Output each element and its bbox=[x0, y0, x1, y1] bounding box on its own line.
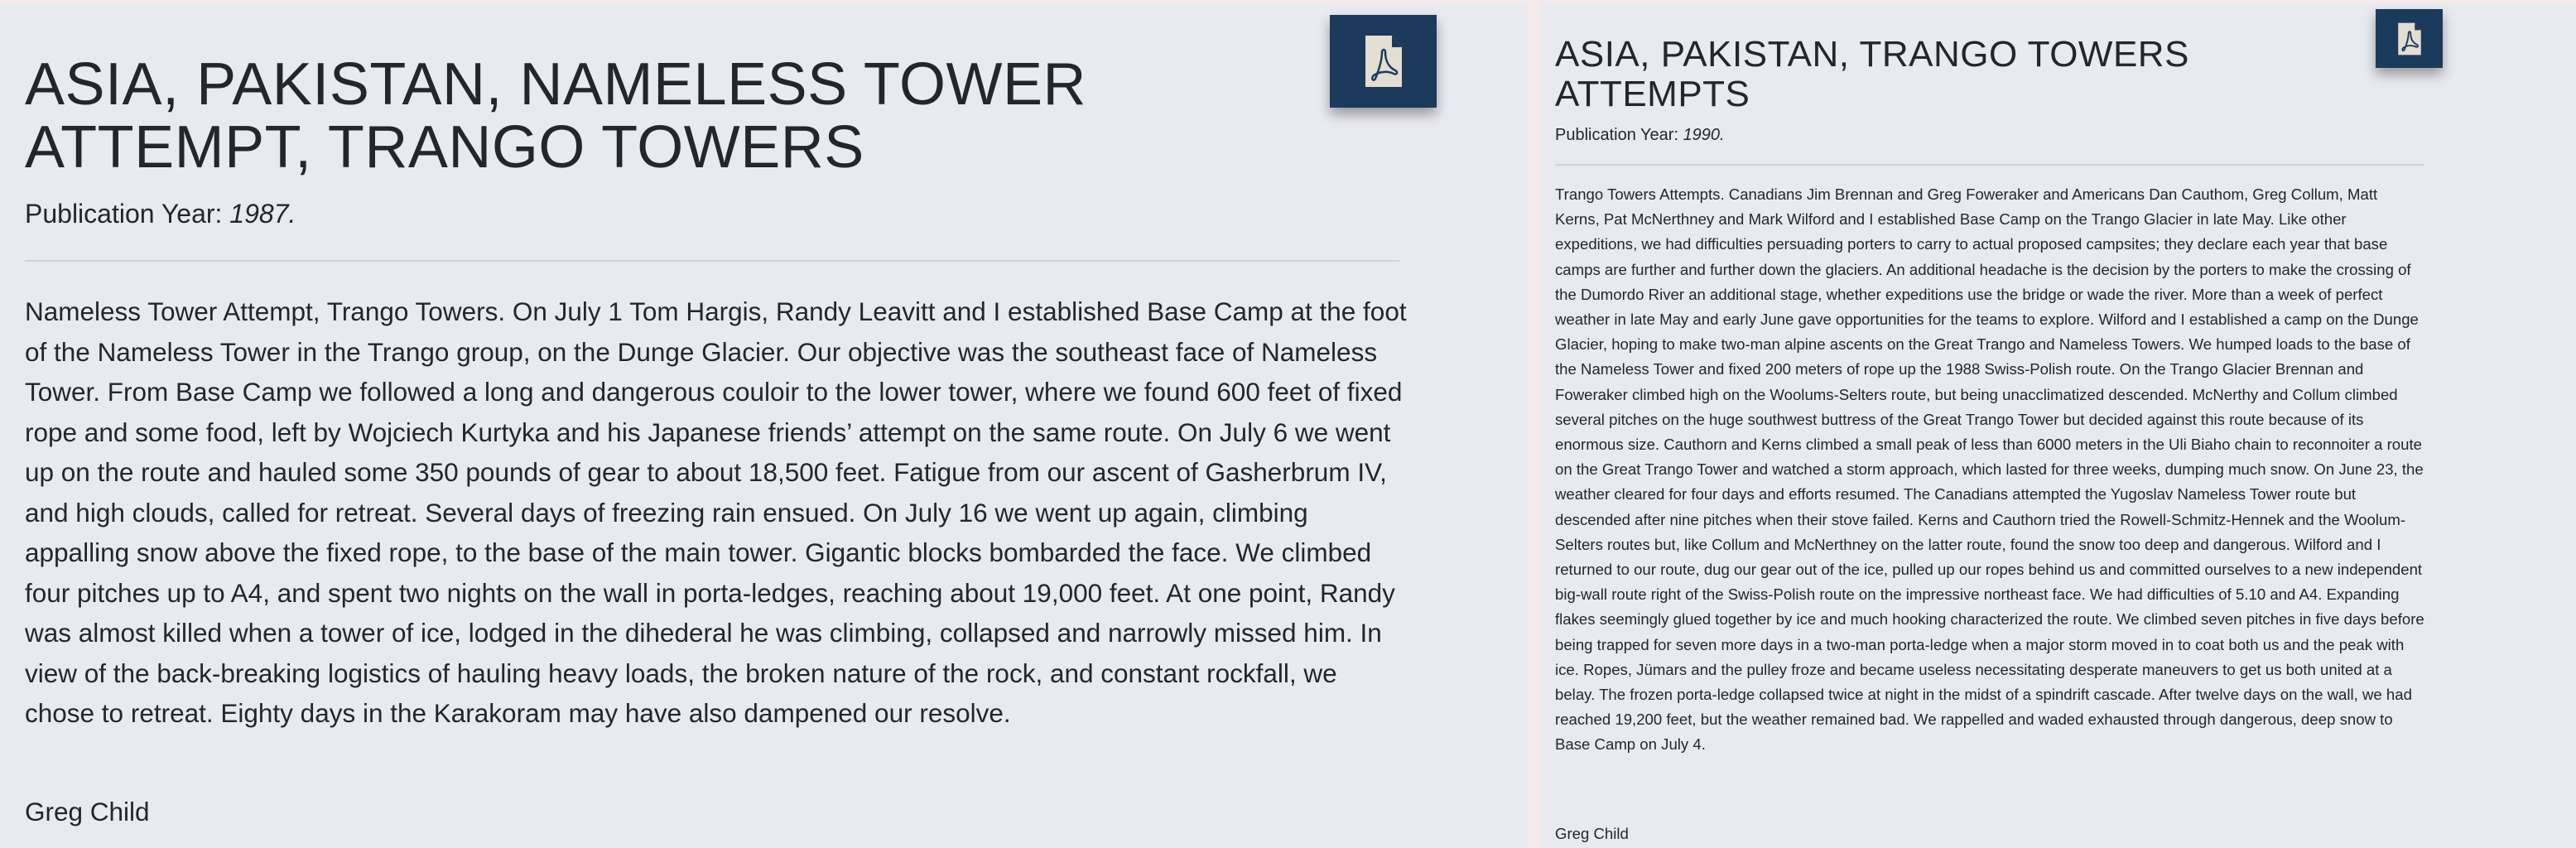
article-author: Greg Child bbox=[25, 797, 150, 826]
article-body: Trango Towers Attempts. Canadians Jim Brennan and Greg Foweraker and Americans Dan Cauthom, Greg Collum, Matt Kerns, Pat McNerthney and Mark Wilford and I established Base Camp on the Trango Glacier in late May. Like other expeditions, we had difficulties persuading porters to carry to actual proposed campsites; they declare each year that base camps are further and further down the glaciers. An additional headache is the decision by the porters to make the crossing of the Dumordo River an additional stage, whether expeditions use the bridge or wade the river. More than a week of perfect weather in late May and early June gave opportunities for the teams to explore. Wilford and I established a camp on the Dunge Glacier, hoping to make two-man alpine ascents on the Great Trango and Nameless Towers. We humped loads to the base of the Nameless Tower and fixed 200 meters of rope up the 1988 Swiss-Polish route. On the Trango Glacier Brennan and Foweraker climbed high on the Woolums-Selters route, but being unacclimatized descended. McNerthy and Collum climbed several pitches on the huge southwest buttress of the Great Trango Tower but decided against this route because of its enormous size. Cauthorn and Kerns climbed a small peak of less than 6000 meters in the Uli Biaho chain to reconnoiter a route on the Great Trango Tower and watched a storm approach, which lasted for three weeks, dumping much snow. On June 23, the weather cleared for four days and efforts resumed. The Canadians attempted the Yugoslav Nameless Tower route but descended after nine pitches when their stove failed. Kerns and Cauthorn tried the Rowell-Schmitz-Hennek and the Woolum-Selters routes but, like Collum and McNerthney on the latter route, found the snow too deep and dangerous. Wilford and I returned to our route, dug our gear out of the ice, pulled up our ropes behind us and committed ourselves to a new independent big-wall route right of the Swiss-Polish route on the impressive northeast face. We had difficulties of 5.10 and A4. Expanding flakes seemingly glued together by ice and much hooking characterized the route. We climbed seven pitches in five days before being trapped for seven more days in a two-man porta-ledge when a major storm moved in to coat both us and the peak with ice. Ropes, Jümars and the pulley froze and became useless necessitating desperate maneuvers to get us both united at a belay. The frozen porta-ledge collapsed twice at night in the midst of a spindrift cascade. After twelve days on the wall, we had reached 19,200 feet, but the weather remained bad. We rappelled and waded exhausted through dangerous, deep snow to Base Camp on July 4. bbox=[1555, 186, 2424, 754]
publication-year bbox=[1555, 126, 1725, 145]
download-pdf-button[interactable] bbox=[2376, 9, 2443, 68]
article-panel-trango-towers bbox=[1541, 3, 2576, 848]
download-pdf-button[interactable] bbox=[1330, 15, 1437, 108]
pdf-file-icon bbox=[2397, 22, 2422, 56]
pdf-file-icon bbox=[1364, 34, 1404, 89]
divider bbox=[25, 260, 1399, 262]
year-label: Publication Year: bbox=[1555, 126, 1683, 144]
publication-year bbox=[25, 199, 296, 229]
year-value: 1990. bbox=[1683, 126, 1725, 144]
article-title: ASIA, PAKISTAN, NAMELESS TOWER ATTEMPT, TRANGO TOWERS bbox=[25, 51, 1086, 181]
divider bbox=[1555, 164, 2424, 166]
year-value: 1987. bbox=[229, 199, 296, 229]
article-title: ASIA, PAKISTAN, TRANGO TOWERS ATTEMPTS bbox=[1555, 34, 2189, 114]
article-body: Nameless Tower Attempt, Trango Towers. On July 1 Tom Hargis, Randy Leavitt and I established Base Camp at the foot of the Nameless Tower in the Trango group, on the Dunge Glacier. Our objective was the southeast face of Nameless Tower. From Base Camp we followed a long and dangerous couloir to the lower tower, where we found 600 feet of fixed rope and some food, left by Wojciech Kurtyka and his Japanese friends’ attempt on the same route. On July 6 we went up on the route and hauled some 350 pounds of gear to about 18,500 feet. Fatigue from our ascent of Gasherbrum IV, and high clouds, called for retreat. Several days of freezing rain ensued. On July 16 we went up again, climbing appalling snow above the fixed rope, to the base of the main tower. Gigantic blocks bombarded the face. We climbed four pitches up to A4, and spent two nights on the wall in porta-ledges, reaching about 19,000 feet. At one point, Randy was almost killed when a tower of ice, lodged in the dihederal he was climbing, collapsed and narrowly missed him. In view of the back-breaking logistics of hauling heavy loads, the broken nature of the rock, and constant rockfall, we chose to retreat. Eighty days in the Karakoram may have also dampened our resolve. bbox=[25, 296, 1407, 728]
article-author: Greg Child bbox=[1555, 825, 1629, 842]
year-label: Publication Year: bbox=[25, 199, 230, 229]
article-panel-nameless-tower bbox=[0, 3, 1528, 848]
